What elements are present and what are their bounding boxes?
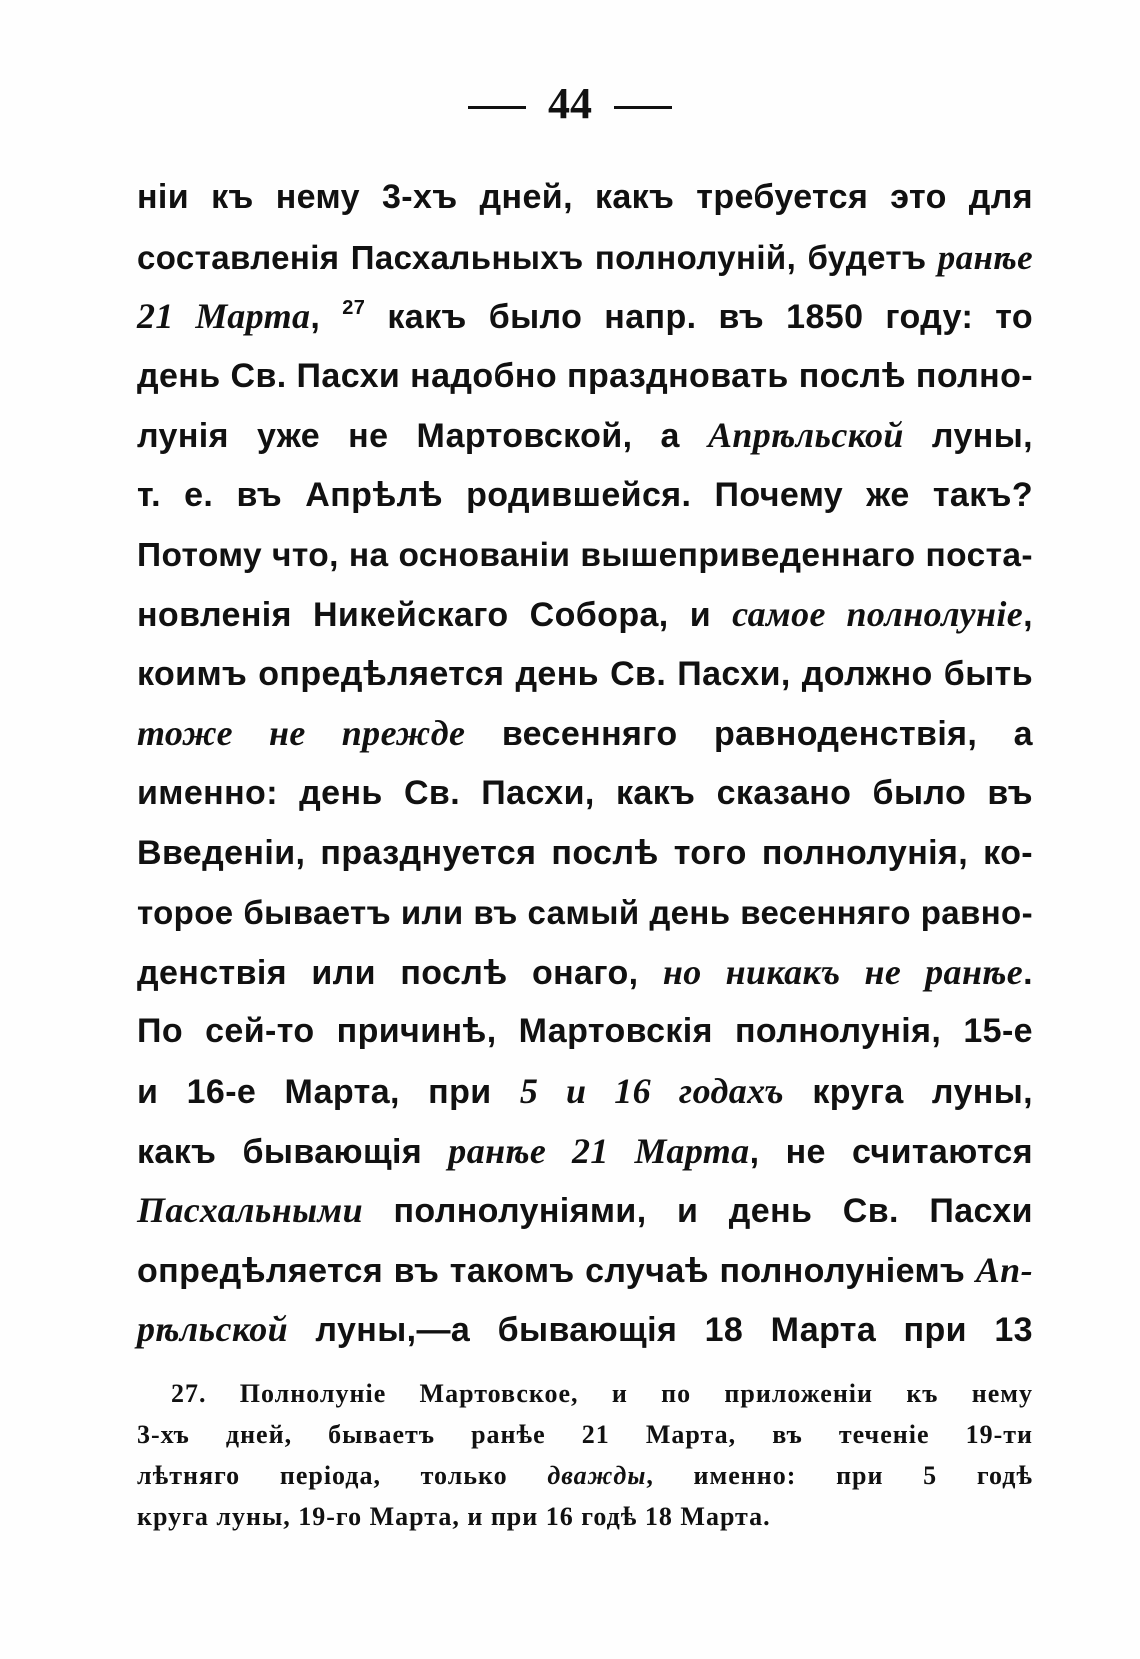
text-line: день Св. Пасхи надобно праздновать послѣ полно- bbox=[137, 356, 1033, 395]
footnote-line: 27. Полнолуніе Мартовское, и по приложеніи къ нему bbox=[171, 1379, 1033, 1408]
text-line: денствія или послѣ онаго, но никакъ не ранѣе. bbox=[137, 951, 1033, 992]
text-line: и 16-е Марта, при 5 и 16 годахъ круга луны, bbox=[137, 1070, 1033, 1111]
page-header bbox=[0, 78, 1140, 129]
text-line: коимъ опредѣляется день Св. Пасхи, должно быть bbox=[137, 654, 1033, 693]
text-line: торое бываетъ или въ самый день весенняго равно- bbox=[137, 894, 1033, 932]
text-line: именно: день Св. Пасхи, какъ сказано было въ bbox=[137, 773, 1033, 812]
main-text bbox=[137, 168, 1033, 1360]
text-line: Пасхальными полнолуніями, и день Св. Пасхи bbox=[137, 1190, 1033, 1231]
footnote-line: круга луны, 19-го Марта, и при 16 годѣ 18 Марта. bbox=[137, 1502, 771, 1531]
text-line: 21 Марта, $^{27}$ какъ было напр. въ 1850 году: то bbox=[137, 296, 1033, 337]
header-dash-left bbox=[468, 106, 526, 109]
footnote-block bbox=[137, 1373, 1033, 1537]
page-number: 44 bbox=[548, 79, 592, 128]
text-line: Введеніи, празднуется послѣ того полнолунія, ко- bbox=[137, 833, 1033, 872]
text-line: ніи къ нему 3-хъ дней, какъ требуется это для bbox=[137, 178, 1033, 216]
footnote-line: лѣтняго періода, только дважды, именно: при 5 годѣ bbox=[137, 1461, 1033, 1490]
text-line: По сей-то причинѣ, Мартовскія полнолунія, 15-е bbox=[137, 1012, 1033, 1051]
text-line: лунія уже не Мартовской, а Апрѣльской луны, bbox=[137, 415, 1033, 456]
footnote-ref: 27 bbox=[342, 297, 366, 320]
text-line: т. е. въ Апрѣлѣ родившейся. Почему же такъ? bbox=[137, 475, 1033, 514]
text-line: опредѣляется въ такомъ случаѣ полнолуніемъ Ап- bbox=[137, 1249, 1033, 1290]
text-line: Потому что, на основаніи вышеприведеннаго поста- bbox=[137, 536, 1033, 574]
text-line: тоже не прежде весенняго равноденствія, а bbox=[137, 713, 1033, 754]
text-line: новленія Никейскаго Собора, и самое полнолуніе, bbox=[137, 594, 1033, 635]
header-dash-right bbox=[614, 106, 672, 109]
text-line: какъ бывающія ранѣе 21 Марта, не считаются bbox=[137, 1130, 1033, 1171]
text-line: рѣльской луны,—а бывающія 18 Марта при 13 bbox=[137, 1309, 1033, 1350]
text-line: составленія Пасхальныхъ полнолуній, будетъ ранѣе bbox=[137, 237, 1033, 277]
footnote-line: 3-хъ дней, бываетъ ранѣе 21 Марта, въ теченіе 19-ти bbox=[137, 1420, 1033, 1449]
